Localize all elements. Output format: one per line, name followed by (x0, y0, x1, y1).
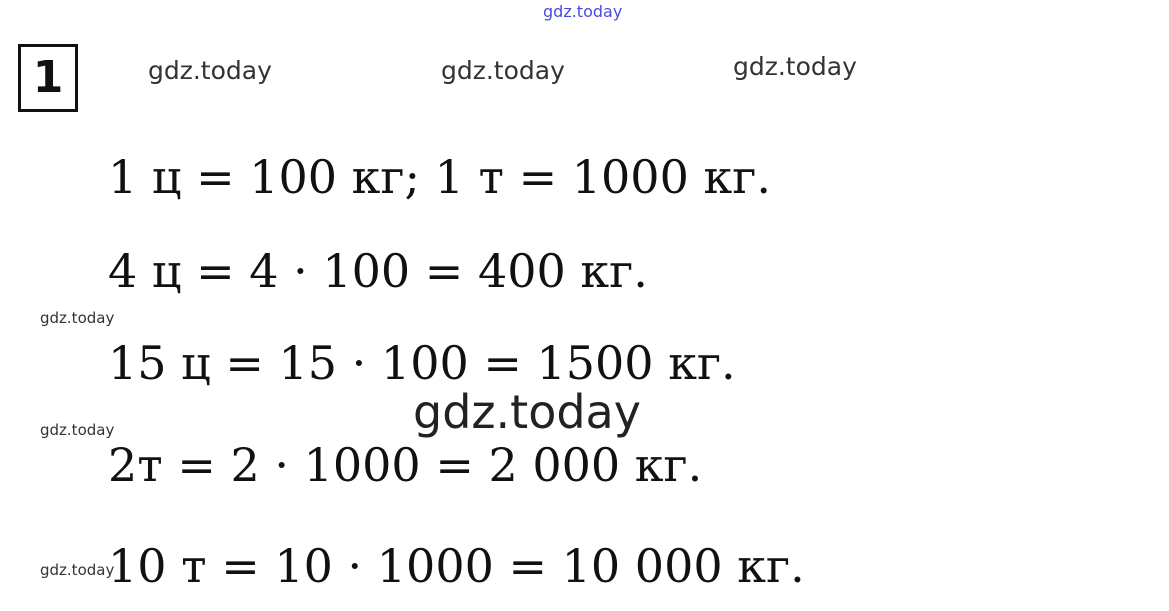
task-number: 1 (32, 52, 64, 103)
equation-line-1: 1 ц = 100 кг; 1 т = 1000 кг. (108, 150, 771, 204)
watermark-row-3: gdz.today (733, 52, 857, 81)
equation-line-2: 4 ц = 4 · 100 = 400 кг. (108, 244, 648, 298)
watermark-side-2: gdz.today (40, 421, 115, 439)
task-number-box (18, 44, 78, 112)
equation-line-5: 10 т = 10 · 1000 = 10 000 кг. (108, 539, 805, 593)
watermark-row-2: gdz.today (441, 56, 565, 85)
watermark-center: gdz.today (413, 385, 641, 439)
watermark-side-1: gdz.today (40, 309, 115, 327)
watermark-side-3: gdz.today (40, 561, 115, 579)
equation-line-3: 15 ц = 15 · 100 = 1500 кг. (108, 336, 736, 390)
watermark-row-1: gdz.today (148, 56, 272, 85)
watermark-top: gdz.today (543, 2, 623, 21)
equation-line-4: 2т = 2 · 1000 = 2 000 кг. (108, 438, 703, 492)
